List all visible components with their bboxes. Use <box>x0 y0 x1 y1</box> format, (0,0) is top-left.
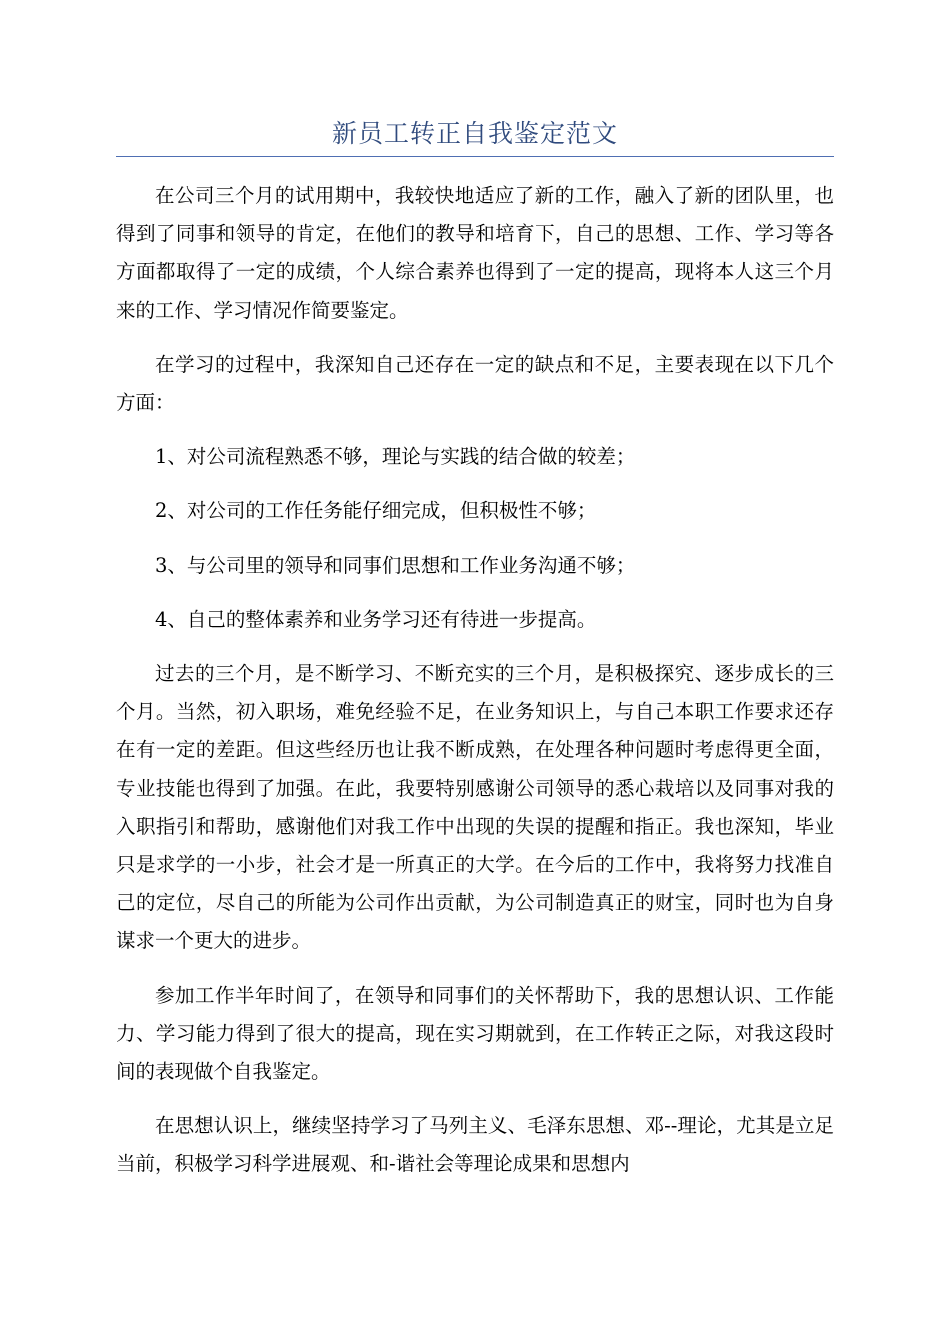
list-item-1: 1、对公司流程熟悉不够，理论与实践的结合做的较差； <box>155 445 636 469</box>
document-body <box>116 177 834 1200</box>
paragraph-reflection: 过去的三个月，是不断学习、不断充实的三个月，是积极探究、逐步成长的三个月。当然，初入职场，难免经验不足，在业务知识上，与自己本职工作要求还存在有一定的差距。但这些经历也让我不断成熟，在处理各种问题时考虑得更全面，专业技能也得到了加强。在此，我要特别感谢公司领导的悉心栽培以及同事对我的入职指引和帮助，感谢他们对我工作中出现的失误的提醒和指正。我也深知，毕业只是求学的一小步，社会才是一所真正的大学。在今后的工作中，我将努力找准自己的定位，尽自己的所能为公司作出贡献，为公司制造真正的财宝，同时也为自身谋求一个更大的进步。 <box>116 662 834 953</box>
paragraph-ideology: 在思想认识上，继续坚持学习了马列主义、毛泽东思想、邓--理论，尤其是立足当前，积极学习科学进展观、和-谐社会等理论成果和思想内 <box>116 1114 834 1176</box>
title-block <box>116 112 834 157</box>
paragraph-half-year: 参加工作半年时间了，在领导和同事们的关怀帮助下，我的思想认识、工作能力、学习能力得到了很大的提高，现在实习期就到，在工作转正之际，对我这段时间的表现做个自我鉴定。 <box>116 983 834 1084</box>
list-item-2: 2、对公司的工作任务能仔细完成，但积极性不够； <box>155 499 597 523</box>
list-item-3: 3、与公司里的领导和同事们思想和工作业务沟通不够； <box>155 553 636 577</box>
page-title: 新员工转正自我鉴定范文 <box>331 119 618 148</box>
paragraph-intro: 在公司三个月的试用期中，我较快地适应了新的工作，融入了新的团队里，也得到了同事和领导的肯定，在他们的教导和培育下，自己的思想、工作、学习等各方面都取得了一定的成绩，个人综合素养也得到了一定的提高，现将本人这三个月来的工作、学习情况作简要鉴定。 <box>116 184 834 322</box>
list-item-4: 4、自己的整体素养和业务学习还有待进一步提高。 <box>155 607 597 631</box>
paragraph-shortcomings-intro: 在学习的过程中，我深知自己还存在一定的缺点和不足，主要表现在以下几个方面： <box>116 352 834 415</box>
